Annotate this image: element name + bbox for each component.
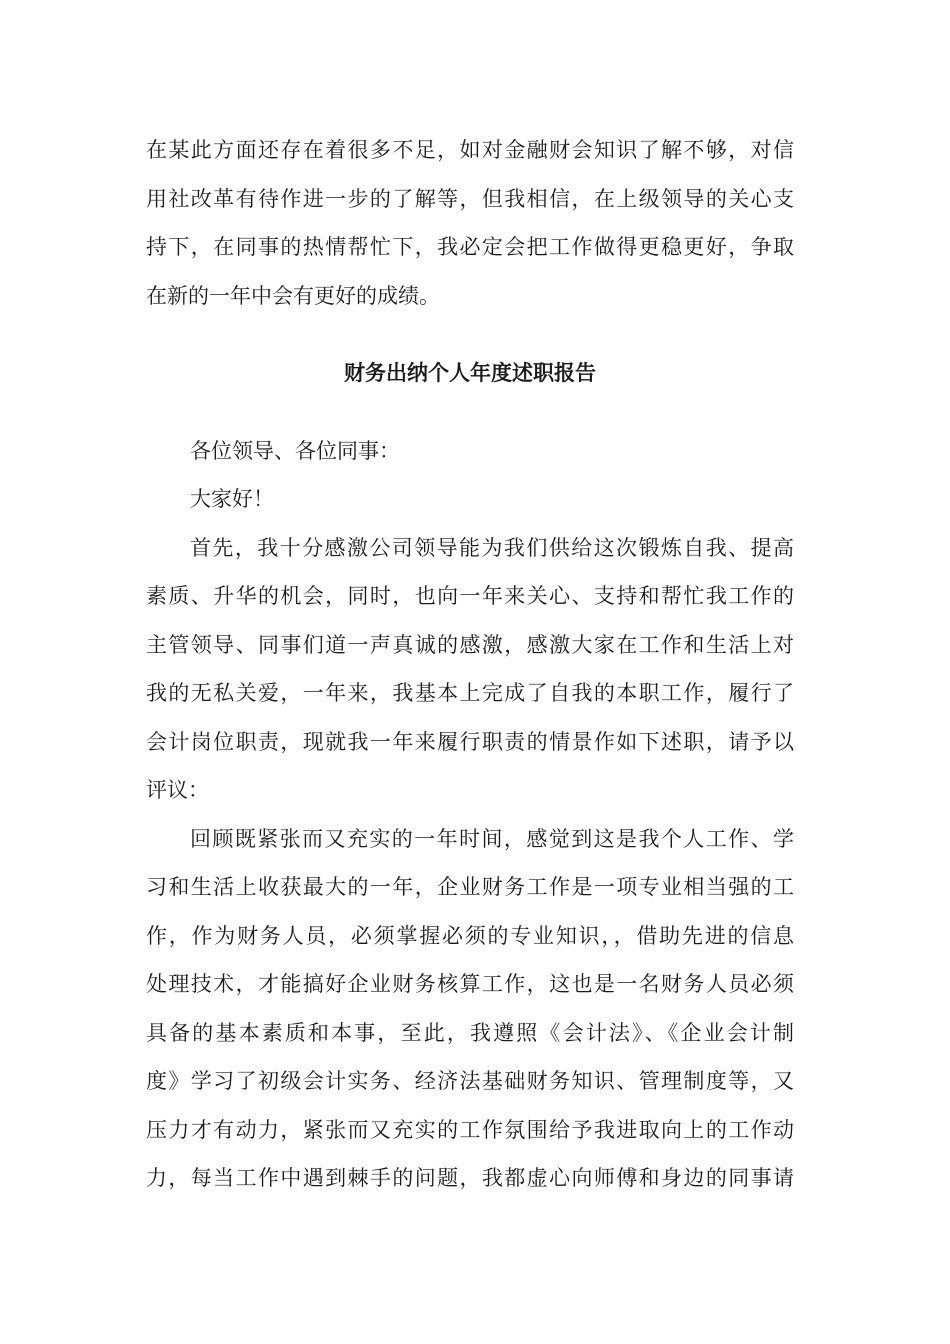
text-line: 评议： xyxy=(146,778,209,802)
text-line: 习和生活上收获最大的一年，企业财务工作是一项专业相当强的工 xyxy=(146,875,794,899)
text-line: 作，作为财务人员，必须掌握必须的专业知识，，借助先进的信息 xyxy=(146,923,794,948)
hello-line: 大家好！ xyxy=(190,487,274,511)
text-line: 处理技术，才能搞好企业财务核算工作，这也是一名财务人员必须 xyxy=(146,972,794,996)
text-line: 持下，在同事的热情帮忙下，我必定会把工作做得更稳更好，争取 xyxy=(146,235,794,259)
text-line: 我的无私关爱，一年来，我基本上完成了自我的本职工作，履行了 xyxy=(146,681,794,705)
text-line: 压力才有动力，紧张而又充实的工作氛围给予我进取向上的工作动 xyxy=(146,1117,794,1142)
text-line: 回顾既紧张而又充实的一年时间，感觉到这是我个人工作、学 xyxy=(190,826,794,851)
text-line: 力，每当工作中遇到棘手的问题，我都虚心向师傅和身边的同事请 xyxy=(146,1166,794,1190)
document-body xyxy=(146,126,794,1203)
paragraph-1 xyxy=(146,524,794,815)
text-line: 素质、升华的机会，同时，也向一年来关心、支持和帮忙我工作的 xyxy=(146,584,794,608)
paragraph-2 xyxy=(146,815,794,1203)
text-line: 首先，我十分感激公司领导能为我们供给这次锻炼自我、提高 xyxy=(190,535,794,560)
text-line: 在某此方面还存在着很多不足，如对金融财会知识了解不够，对信 xyxy=(146,138,794,162)
text-line: 会计岗位职责，现就我一年来履行职责的情景作如下述职，请予以 xyxy=(146,729,794,754)
text-line: 具备的基本素质和本事，至此，我遵照《会计法》、《企业会计制 xyxy=(146,1020,794,1045)
text-line: 主管领导、同事们道一声真诚的感激，感激大家在工作和生活上对 xyxy=(146,632,794,657)
continuation-paragraph xyxy=(146,126,794,320)
report-title: 财务出纳个人年度述职报告 xyxy=(344,360,596,385)
text-line: 在新的一年中会有更好的成绩。 xyxy=(146,283,440,308)
greeting: 各位领导、各位同事： xyxy=(190,438,400,463)
text-line: 用社改革有待作进一步的了解等，但我相信，在上级领导的关心支 xyxy=(146,186,794,211)
text-line: 度》学习了初级会计实务、经济法基础财务知识、管理制度等，又 xyxy=(146,1069,794,1093)
